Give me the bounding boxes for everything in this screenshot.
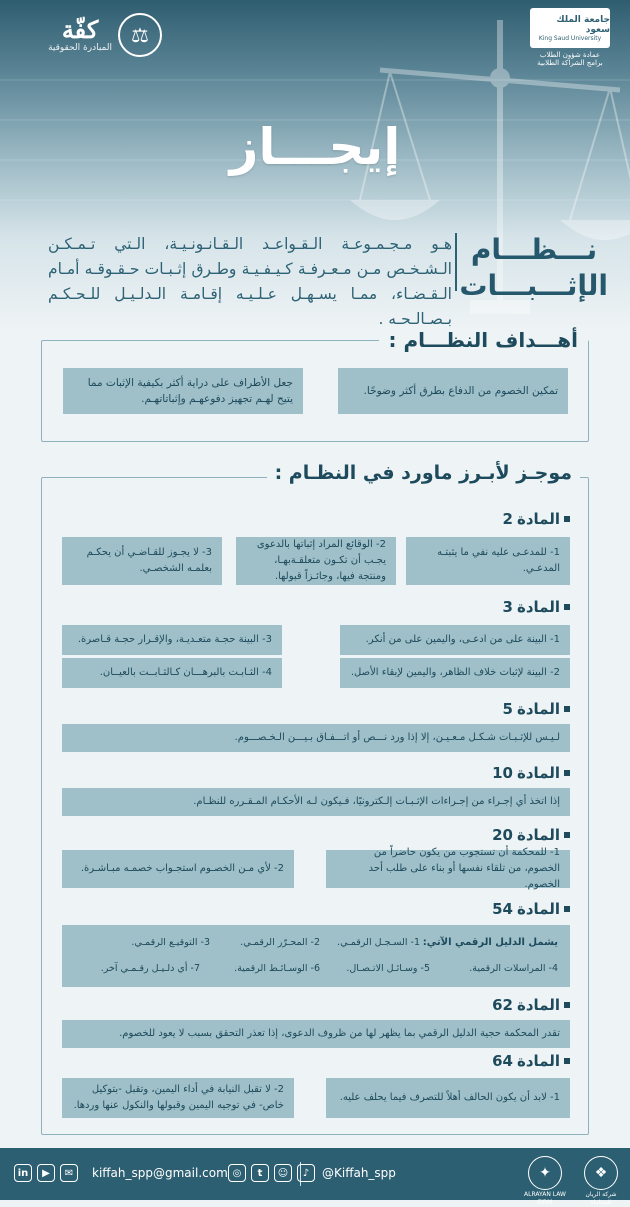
article-item: 2- لأي مـن الخصـوم استجـواب خصمـه مبـاشـرة. bbox=[62, 850, 294, 888]
article-heading bbox=[492, 996, 570, 1014]
alrayan-logo bbox=[520, 1156, 570, 1207]
partner-calligraphy-logo bbox=[578, 1156, 624, 1207]
article-item: 3- التوقيـع الرقمـي. bbox=[131, 937, 210, 948]
goals-heading: أهـــداف النظـــام : bbox=[379, 328, 588, 358]
footer-social-icons bbox=[228, 1164, 315, 1182]
article-item: 2- الوقائع المراد إثباتها بالدعوى يجـب أن تكـون متعلقـةبهـا، ومنتجة فيها، وجائـزاً قبولها. bbox=[236, 537, 396, 585]
article-item: 2- البينة لإثبات خلاف الظاهر، واليمين لإبقاء الأصل. bbox=[340, 658, 570, 688]
article-label: المادة bbox=[516, 764, 560, 782]
digital-evidence-box bbox=[62, 925, 570, 987]
system-title-line1: نـــظـــام bbox=[470, 233, 598, 266]
bullet-square-icon bbox=[564, 906, 570, 912]
bullet-square-icon bbox=[564, 604, 570, 610]
page-title: إيجـــاز bbox=[229, 118, 401, 176]
ksu-arabic-name: جامعة الملك سعود bbox=[556, 14, 610, 35]
system-definition: هـو مـجـمـوعـة الـقـواعـد الـقـانـونـيـة، الـتي تـمـكـن الـشـخـص مـن مـعـرفـة كـيـفـيـة وطـرق إثـبـات حـقـوقـه أمـام الـقـضـاء، ممـا يسـهـل عـلـيـه إقـامـة الـدلـيـل للـحـكـم بـصـالـحـه . bbox=[48, 235, 452, 328]
article-heading bbox=[503, 598, 570, 616]
calligraphy-emblem-icon: ❖ bbox=[584, 1156, 618, 1190]
article-number: 5 bbox=[502, 700, 513, 718]
footer-contact-icons bbox=[14, 1164, 78, 1182]
article-heading bbox=[503, 700, 570, 718]
article-label: المادة bbox=[516, 510, 560, 528]
article-item: تقدر المحكمة حجية الدليل الرقمي بما يظهر لها من ظروف الدعوى، إذا تعذر التحقق بسبب لا يعود للخصوم. bbox=[62, 1020, 570, 1048]
article-item: 1- البينة على من ادعـى، واليمين على من أنكر. bbox=[340, 625, 570, 655]
article-item: 3- البينة حجـة متعـديـة، والإقـرار حجـة قـاصرة. bbox=[62, 625, 282, 655]
article-heading bbox=[492, 1052, 570, 1070]
partner-name: ALRAYAN LAW FIRM bbox=[524, 1191, 566, 1206]
alrayan-emblem-icon: ✦ bbox=[528, 1156, 562, 1190]
article-item-lead: يشمل الدليل الرقمي الآتي: bbox=[422, 937, 558, 948]
article-item: لـيـس للإثـبـات شـكـل مـعـيـن، إلا إذا ورد نـــص أو اتـــفـاق بـيـــن الـخـصـــوم. bbox=[62, 724, 570, 752]
snapchat-icon[interactable]: ☺ bbox=[274, 1164, 292, 1182]
article-number: 2 bbox=[502, 510, 513, 528]
goal-item: تمكين الخصوم من الدفاع بطرق أكثر وضوحًا. bbox=[338, 368, 568, 414]
article-item: 4- المراسلات الرقمية. bbox=[469, 963, 558, 974]
bullet-square-icon bbox=[564, 770, 570, 776]
article-label: المادة bbox=[516, 900, 560, 918]
article-label: المادة bbox=[516, 598, 560, 616]
bullet-square-icon bbox=[564, 516, 570, 522]
article-label: المادة bbox=[516, 826, 560, 844]
ksu-english-name: King Saud University bbox=[538, 34, 602, 42]
article-item: 1- للمدعـى عليه نفي ما يثبتـه المدعـي. bbox=[406, 537, 570, 585]
bullet-square-icon bbox=[564, 1002, 570, 1008]
scales-logo-icon: ⚖ bbox=[118, 13, 162, 57]
email-icon[interactable]: ✉ bbox=[60, 1164, 78, 1182]
article-label: المادة bbox=[516, 700, 560, 718]
article-number: 62 bbox=[492, 996, 513, 1014]
article-item: 2- المحـرّر الرقمـي. bbox=[240, 937, 320, 948]
bullet-square-icon bbox=[564, 832, 570, 838]
ksu-logo bbox=[522, 8, 618, 67]
article-item: 3- لا يجـوز للقـاضـي أن يحكـم بعلمـه الشخصـي. bbox=[62, 537, 222, 585]
tiktok-icon[interactable]: ♪ bbox=[297, 1164, 315, 1182]
article-label: المادة bbox=[516, 996, 560, 1014]
kiffah-logo bbox=[12, 10, 162, 60]
footer-email[interactable]: kiffah_spp@gmail.com bbox=[92, 1166, 228, 1180]
article-number: 54 bbox=[492, 900, 513, 918]
article-number: 3 bbox=[502, 598, 513, 616]
article-item: 1- السـجـل الرقمـي. bbox=[337, 937, 420, 948]
article-heading bbox=[492, 900, 570, 918]
article-number: 64 bbox=[492, 1052, 513, 1070]
ksu-dept-1: عمادة شؤون الطلاب bbox=[539, 51, 601, 59]
article-label: المادة bbox=[516, 1052, 560, 1070]
article-number: 10 bbox=[492, 764, 513, 782]
system-title bbox=[460, 232, 608, 304]
linkedin-icon[interactable]: in bbox=[14, 1164, 32, 1182]
footer bbox=[0, 1148, 630, 1206]
article-item: 1- للمحكمة أن تستجوب من يكون حاضراً من الخصوم، من تلقاء نفسها أو بناء على طلب أحد الخصوم. bbox=[326, 850, 570, 888]
article-item: 7- أي دلـيـل رقـمـي آخر. bbox=[100, 963, 200, 974]
ksu-dept-2: برامج الشراكة الطلابية bbox=[537, 59, 603, 67]
article-item: 4- الثـابـت بالبرهـــان كـالثـابــت بالعيــان. bbox=[62, 658, 282, 688]
bullet-square-icon bbox=[564, 1058, 570, 1064]
youtube-icon[interactable]: ▶ bbox=[37, 1164, 55, 1182]
article-item: 6- الوسـائـط الرقمية. bbox=[234, 963, 320, 974]
article-heading bbox=[492, 826, 570, 844]
brand-subtitle: المبادرة الحقوقية bbox=[48, 43, 112, 53]
title-divider bbox=[455, 233, 457, 291]
article-item: 2- لا تقبل النيابة في أداء اليمين، وتقبل -بتوكيل خاص- في توجيه اليمين وقبولها والنكول عنها وردها. bbox=[62, 1078, 294, 1118]
article-heading bbox=[503, 510, 570, 528]
twitter-icon[interactable]: t bbox=[251, 1164, 269, 1182]
footer-handle[interactable]: @Kiffah_spp bbox=[322, 1166, 396, 1180]
article-item: 1- لابد أن يكون الحالف أهلاً للتصرف فيما يحلف عليه. bbox=[326, 1078, 570, 1118]
article-item: 5- وسـائـل الاتـصـال. bbox=[346, 963, 430, 974]
brand-name: كفّة bbox=[61, 15, 99, 44]
goal-item: جعل الأطراف على دراية أكثر بكيفية الإثبات مما يتيح لهـم تجهيز دفوعهـم وإثباتاتهـم. bbox=[63, 368, 303, 414]
article-heading bbox=[492, 764, 570, 782]
article-number: 20 bbox=[492, 826, 513, 844]
partner-name-arabic: شركة الريان للمحاماة bbox=[585, 1191, 617, 1206]
summary-heading: موجـز لأبـرز ماورد في النظـام : bbox=[267, 462, 580, 492]
instagram-icon[interactable]: ◎ bbox=[228, 1164, 246, 1182]
bullet-square-icon bbox=[564, 706, 570, 712]
system-title-line2: الإثـــبـــات bbox=[459, 269, 608, 302]
article-item: إذا اتخذ أي إجـراء من إجـراءات الإثـبـات إلـكترونيًا، فـيكون لـه الأحكـام المـقـرره للنظـام. bbox=[62, 788, 570, 816]
